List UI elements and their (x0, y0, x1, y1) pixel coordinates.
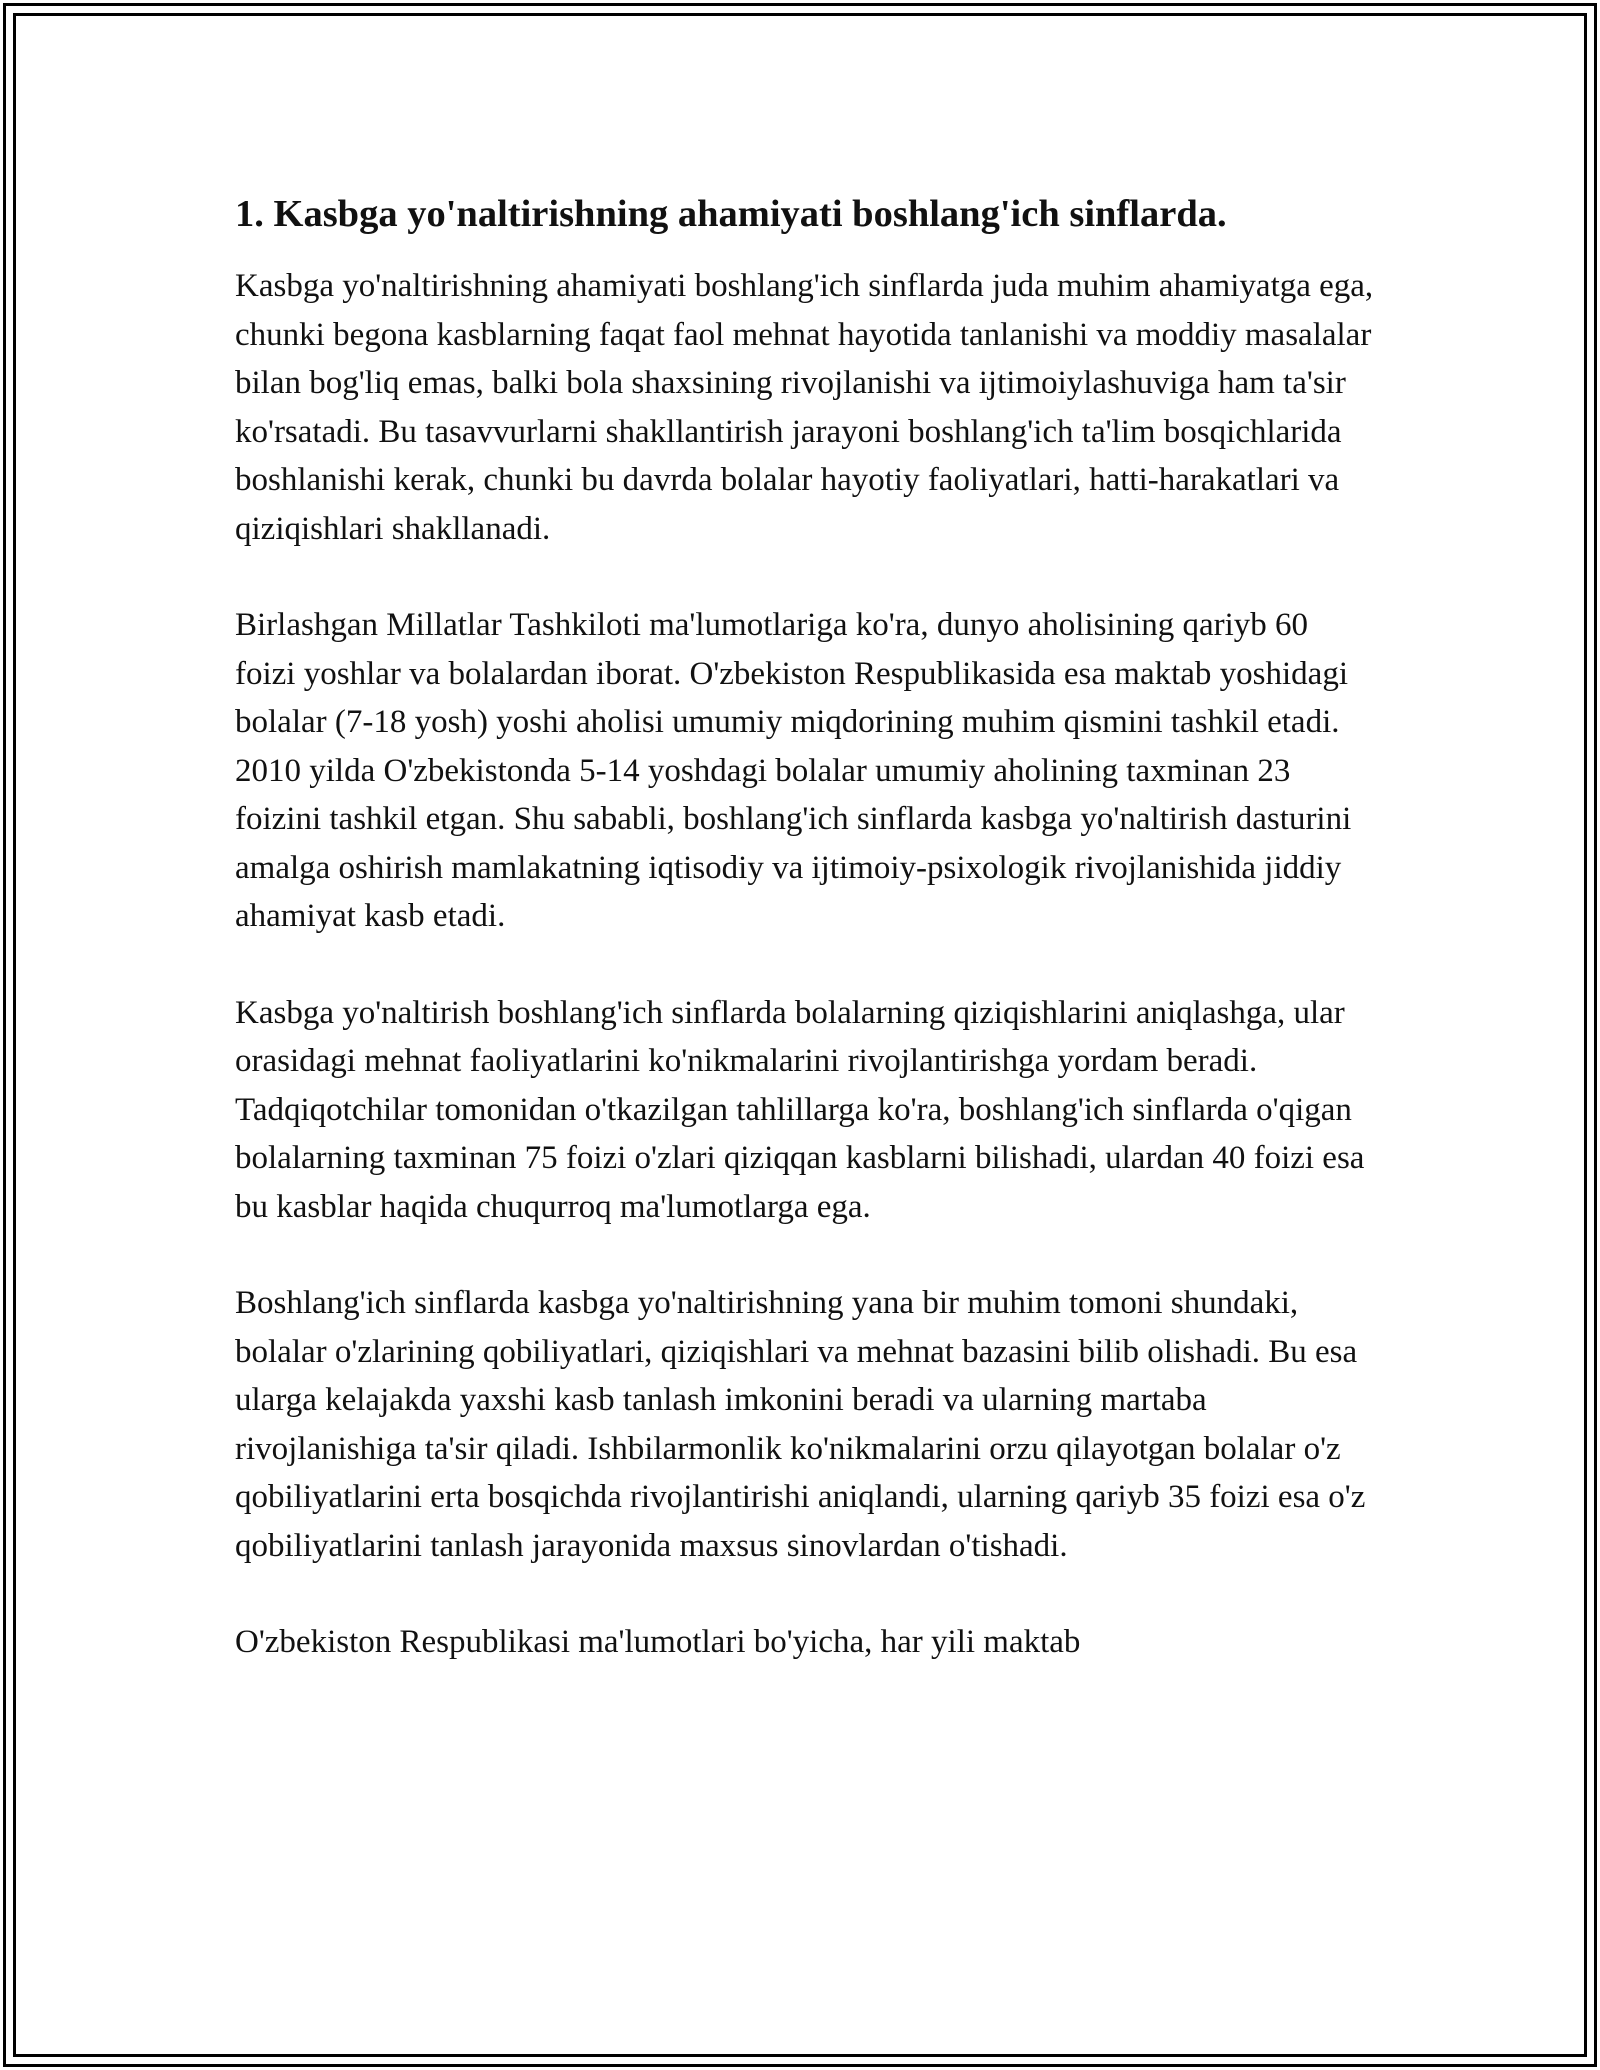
paragraph-1: Kasbga yo'naltirishning ahamiyati boshlang'ich sinflarda juda muhim ahamiyatga ega, chunki begona kasblarning faqat faol mehnat hayotida tanlanishi va moddiy masalalar bilan bog'liq emas, balki bola shaxsining rivojlanishi va ijtimoiylashuviga ham ta'sir ko'rsatadi. Bu tasavvurlarni shakllantirish jarayoni boshlang'ich ta'lim bosqichlarida boshlanishi kerak, chunki bu davrda bolalar hayotiy faoliyatlari, hatti-harakatlari va qiziqishlari shakllanadi. (235, 268, 1374, 547)
paragraph-4: Boshlang'ich sinflarda kasbga yo'naltirishning yana bir muhim tomoni shundaki, bolalar o'zlarining qobiliyatlari, qiziqishlari va mehnat bazasini bilib olishadi. Bu esa ularga kelajakda yaxshi kasb tanlash imkonini beradi va ularning martaba rivojlanishiga ta'sir qiladi. Ishbilarmonlik ko'nikmalarini orzu qilayotgan bolalar o'z qobiliyatlarini erta bosqichda rivojlantirishi aniqlandi, ularning qariyb 35 foizi esa o'z qobiliyatlarini tanlash jarayonida maxsus sinovlardan o'tishadi. (235, 1285, 1366, 1564)
paragraph-3: Kasbga yo'naltirish boshlang'ich sinflarda bolalarning qiziqishlarini aniqlashga, ular orasidagi mehnat faoliyatlarini ko'nikmalarini rivojlantirishga yordam beradi. Tadqiqotchilar tomonidan o'tkazilgan tahlillarga ko'ra, boshlang'ich sinflarda o'qigan bolalarning taxminan 75 foizi o'zlari qiziqqan kasblarni bilishadi, ulardan 40 foizi esa bu kasblar haqida chuqurroq ma'lumotlarga ega. (235, 994, 1365, 1225)
section-heading: 1. Kasbga yo'naltirishning ahamiyati boshlang'ich sinflarda. (235, 193, 1227, 235)
document-body (235, 188, 1375, 1715)
paragraph-2: Birlashgan Millatlar Tashkiloti ma'lumotlariga ko'ra, dunyo aholisining qariyb 60 foizi yoshlar va bolalardan iborat. O'zbekiston Respublikasida esa maktab yoshidagi bolalar (7-18 yosh) yoshi aholisi umumiy miqdorining muhim qismini tashkil etadi. 2010 yilda O'zbekistonda 5-14 yoshdagi bolalar umumiy aholining taxminan 23 foizini tashkil etgan. Shu sababli, boshlang'ich sinflarda kasbga yo'naltirish dasturini amalga oshirish mamlakatning iqtisodiy va ijtimoiy-psixologik rivojlanishida jiddiy ahamiyat kasb etadi. (235, 607, 1352, 934)
paragraph-5: O'zbekiston Respublikasi ma'lumotlari bo'yicha, har yili maktab (235, 1624, 1081, 1660)
